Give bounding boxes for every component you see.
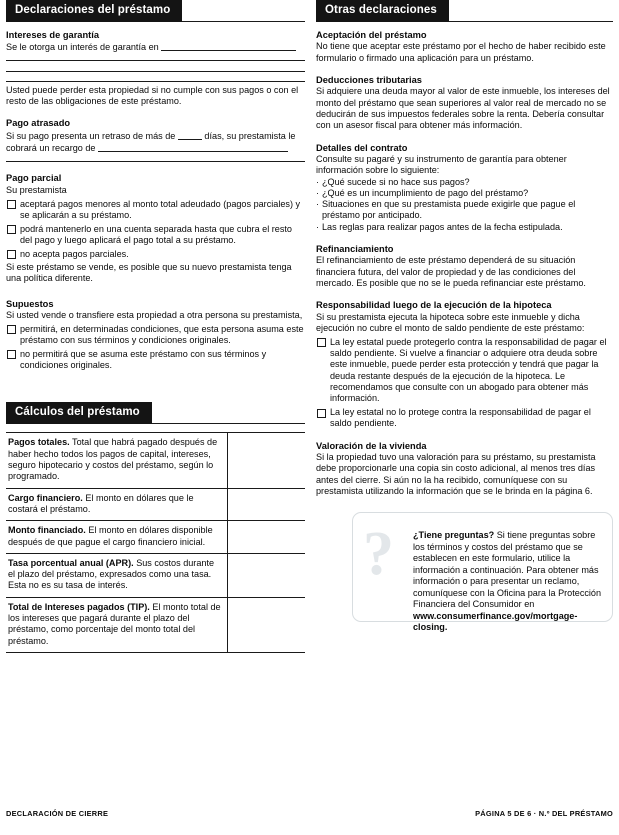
calc-value[interactable]: [228, 521, 305, 553]
refinancing-heading: Refinanciamiento: [316, 244, 394, 255]
loan-calculations-table: [6, 432, 305, 652]
calc-term: Tasa porcentual anual (APR).: [8, 557, 134, 568]
checkbox-icon[interactable]: [7, 350, 16, 359]
list-item: [316, 199, 613, 222]
block-home-appraisal: [316, 441, 613, 498]
block-refinancing: [316, 244, 613, 289]
security-interest-text-label: Se le otorga un interés de garantía en: [6, 42, 159, 53]
calc-term: Pagos totales.: [8, 437, 70, 448]
right-column: [316, 0, 613, 632]
contract-details-heading: Detalles del contrato: [316, 142, 408, 153]
questions-callout-box: [352, 512, 613, 632]
security-interest-fill-1[interactable]: [161, 41, 296, 51]
table-row: [6, 489, 305, 522]
block-liability-after-foreclosure: [316, 300, 613, 429]
section-header-loan-disclosures: [6, 0, 305, 22]
block-contract-details: [316, 143, 613, 233]
late-payment-divider: [6, 161, 305, 162]
assumptions-option-1[interactable]: [6, 324, 305, 347]
partial-payment-footnote: Si este préstamo se vende, es posible que su nuevo prestamista tenga una política diferente.: [6, 261, 292, 284]
bullet-icon: ·: [316, 199, 320, 210]
partial-payment-option-3-label: no acepta pagos parciales.: [20, 248, 129, 259]
block-tax-deductions: [316, 75, 613, 132]
block-security-interest: [6, 30, 305, 107]
calc-description: [6, 598, 228, 652]
partial-payment-heading: Pago parcial: [6, 173, 62, 184]
liability-option-2-label: La ley estatal no lo protege contra la responsabilidad de pagar el saldo pendiente.: [330, 407, 591, 429]
bullet-icon: ·: [316, 221, 320, 232]
partial-payment-option-2[interactable]: [6, 224, 305, 247]
checkbox-icon[interactable]: [317, 338, 326, 347]
late-payment-days-fill[interactable]: [178, 130, 202, 140]
section-header-other-disclosures-label: Otras declaraciones: [316, 0, 449, 22]
calc-term: Cargo financiero.: [8, 492, 83, 503]
section-header-other-disclosures: [316, 0, 613, 22]
calc-term: Total de Intereses pagados (TIP).: [8, 601, 150, 612]
assumptions-option-2[interactable]: [6, 349, 305, 372]
contract-details-bullet-4: Las reglas para realizar pagos antes de la fecha estipulada.: [322, 221, 563, 232]
table-row: [6, 554, 305, 598]
calc-description: [6, 433, 228, 487]
security-interest-fill-3[interactable]: [6, 71, 305, 72]
loan-acceptance-heading: Aceptación del préstamo: [316, 30, 427, 40]
questions-callout-body: Si tiene preguntas sobre los términos y costos del préstamo que se establecen en este formulario, utilice la información a continuación. Para obtener más información o para presentar un reclamo, comuníquese con la Oficina para la Protección Financiera del Consumidor en: [413, 530, 602, 609]
section-header-loan-calculations: [6, 402, 305, 424]
question-mark-icon: ?: [363, 520, 394, 588]
assumptions-option-2-label: no permitirá que se asuma este préstamo con sus términos y condiciones originales.: [20, 348, 267, 371]
left-column: [6, 0, 305, 653]
late-payment-text-b: días, su prestamista le: [204, 130, 296, 141]
questions-callout-text: [413, 530, 603, 634]
partial-payment-intro: Su prestamista: [6, 184, 67, 195]
calc-value[interactable]: [228, 554, 305, 597]
contract-details-bullet-2: ¿Qué es un incumplimiento de pago del préstamo?: [322, 187, 529, 198]
security-interest-heading: Intereses de garantía: [6, 30, 100, 40]
table-row: [6, 598, 305, 652]
checkbox-icon[interactable]: [7, 325, 16, 334]
calc-description: [6, 554, 228, 597]
block-partial-payment: [6, 173, 305, 284]
liability-option-1[interactable]: [316, 337, 613, 405]
security-interest-warning: Usted puede perder esta propiedad si no cumple con sus pagos o con el resto de las obligaciones de este préstamo.: [6, 84, 299, 106]
list-item: [316, 222, 613, 233]
block-late-payment: [6, 118, 305, 162]
calc-definition: El monto en dólares que le costará el préstamo.: [8, 492, 194, 514]
liability-option-1-label: La ley estatal puede protegerlo contra la responsabilidad de pagar el saldo pendiente. Si vuelve a financiar o adquiere otra deuda sobre este inmueble, puede perder esta protección y tendrá que pagar la deuda restante después de la ejecución de la hipoteca. Le recomendamos que consulte con un abogado para obtener más información.: [330, 336, 607, 404]
page-footer: [6, 809, 613, 821]
questions-callout-lead: ¿Tiene preguntas?: [413, 530, 495, 540]
partial-payment-option-3[interactable]: [6, 249, 305, 260]
table-row: [6, 433, 305, 488]
late-payment-fee-fill[interactable]: [98, 142, 288, 152]
list-item: [316, 177, 613, 188]
calc-definition: Total que habrá pagado después de haber hecho todos los pagos de capital, intereses, seguro hipotecario y costos del préstamo, según lo programado.: [8, 437, 218, 482]
questions-callout-url[interactable]: www.consumerfinance.gov/mortgage-closing.: [413, 610, 578, 632]
bullet-icon: ·: [316, 187, 320, 198]
contract-details-intro: Consulte su pagaré y su instrumento de garantía para obtener información sobre lo siguiente:: [316, 154, 567, 176]
late-payment-line-2: [6, 142, 305, 154]
block-loan-acceptance: [316, 30, 613, 64]
footer-right-label: PÁGINA 5 DE 6 · N.º DEL PRÉSTAMO: [475, 809, 613, 818]
home-appraisal-text: Si la propiedad tuvo una valoración para su préstamo, su prestamista debe proporcionarle una copia sin costo adicional, al menos tres días antes del cierre. Si aún no la ha recibido, comuníquese con su prestamista utilizando la información que se le brinda en la página 6.: [316, 452, 596, 497]
checkbox-icon[interactable]: [7, 225, 16, 234]
late-payment-heading: Pago atrasado: [6, 118, 71, 129]
assumptions-heading: Supuestos: [6, 298, 54, 309]
assumptions-option-1-label: permitirá, en determinadas condiciones, que esta persona asuma este préstamo con sus términos y condiciones originales.: [20, 323, 304, 346]
partial-payment-option-1-label: aceptará pagos menores al monto total adeudado (pagos parciales) y se aplicarán a su préstamo.: [20, 198, 301, 220]
liability-option-2[interactable]: [316, 407, 613, 430]
calc-description: [6, 521, 228, 553]
section-header-loan-disclosures-label: Declaraciones del préstamo: [6, 0, 182, 22]
block-assumptions: [6, 299, 305, 372]
tax-deductions-text: Si adquiere una deuda mayor al valor de este inmueble, los intereses del monto del préstamo que sean superiores al valor real de mercado no se deducirán de sus impuestos federales sobre la renta. Debería consultar con un asesor fiscal para obtener más información.: [316, 86, 610, 131]
checkbox-icon[interactable]: [7, 200, 16, 209]
bullet-icon: ·: [316, 176, 320, 187]
assumptions-intro: Si usted vende o transfiere esta propiedad a otra persona su prestamista,: [6, 309, 303, 320]
partial-payment-option-2-label: podrá mantenerlo en una cuenta separada hasta que cubra el resto del pago y luego aplicará el pago total a su préstamo.: [20, 223, 292, 245]
calc-term: Monto financiado.: [8, 525, 86, 536]
security-interest-fill-2[interactable]: [6, 60, 305, 61]
table-row: [6, 521, 305, 554]
home-appraisal-heading: Valoración de la vivienda: [316, 440, 427, 451]
partial-payment-option-1[interactable]: [6, 199, 305, 222]
calc-definition: El monto en dólares disponible después de que pague el cargo financiero inicial.: [8, 525, 213, 547]
late-payment-text-a: Si su pago presenta un retraso de más de: [6, 130, 176, 141]
late-payment-line-1: [6, 130, 305, 142]
late-payment-text-c: cobrará un recargo de: [6, 143, 96, 153]
calc-value[interactable]: [228, 489, 305, 521]
calc-definition: Sus costos durante el plazo del préstamo, expresados como una tasa. Esta no es su tasa de interés.: [8, 557, 215, 591]
calc-value[interactable]: [228, 598, 305, 652]
liability-intro: Si su prestamista ejecuta la hipoteca sobre este inmueble y dicha ejecución no cubre el monto de saldo pendiente de este préstamo:: [316, 311, 585, 334]
footer-left-label: DECLARACIÓN DE CIERRE: [6, 809, 109, 818]
security-interest-text: [6, 41, 305, 53]
contract-details-bullet-3: Situaciones en que su prestamista puede exigirle que pague el préstamo por anticipado.: [322, 199, 576, 221]
liability-heading: Responsabilidad luego de la ejecución de la hipoteca: [316, 300, 552, 311]
checkbox-icon[interactable]: [7, 250, 16, 259]
calc-description: [6, 489, 228, 521]
calc-definition: El monto total de los intereses que pagará durante el plazo del préstamo, como porcentaje del monto total del préstamo.: [8, 601, 221, 646]
contract-details-bullet-1: ¿Qué sucede si no hace sus pagos?: [322, 176, 470, 187]
loan-acceptance-text: No tiene que aceptar este préstamo por el hecho de haber recibido este formulario o firmado una aplicación para un préstamo.: [316, 41, 606, 63]
tax-deductions-heading: Deducciones tributarias: [316, 75, 422, 85]
checkbox-icon[interactable]: [317, 409, 326, 418]
section-header-loan-calculations-label: Cálculos del préstamo: [6, 402, 152, 424]
calc-value[interactable]: [228, 433, 305, 487]
list-item: [316, 188, 613, 199]
security-interest-divider: [6, 81, 305, 82]
refinancing-text: El refinanciamiento de este préstamo dependerá de su situación financiera futura, del valor de propiedad y de las condiciones del mercado. Es posible que no se le pueda refinanciar este préstamo.: [316, 255, 586, 289]
